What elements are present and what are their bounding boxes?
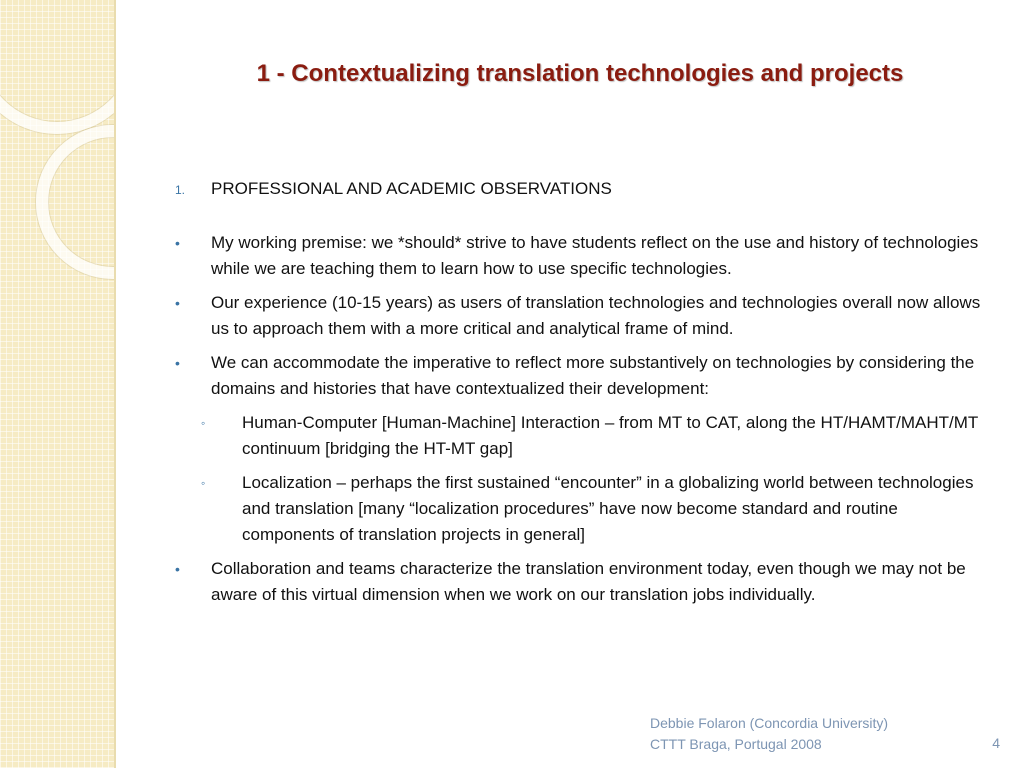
sub-bullet-item xyxy=(170,470,990,548)
bullet-text: Our experience (10-15 years) as users of translation technologies and technologies overall now allows us to approach them with a more critical and analytical frame of mind. xyxy=(211,293,981,338)
footer-author: Debbie Folaron (Concordia University) xyxy=(650,715,889,731)
side-band-edge xyxy=(114,0,116,768)
decorative-ring xyxy=(36,125,114,279)
footer-event: CTTT Braga, Portugal 2008 xyxy=(650,736,822,752)
bullet-text: We can accommodate the imperative to reflect more substantively on technologies by considering the domains and histories that have contextualized their development: xyxy=(211,353,975,398)
slide-content xyxy=(170,176,990,608)
numbered-item-text: PROFESSIONAL AND ACADEMIC OBSERVATIONS xyxy=(211,179,612,198)
bullet-text: Collaboration and teams characterize the translation environment today, even though we may not be aware of this virtual dimension when we work on our translation jobs individually. xyxy=(211,559,966,604)
slide-footer xyxy=(650,713,1010,755)
bullet-text: My working premise: we *should* strive to have students reflect on the use and history of technologies while we are teaching them to learn how to use specific technologies. xyxy=(211,233,979,278)
bullet-item xyxy=(170,290,990,342)
sub-bullet-item xyxy=(170,410,990,462)
numbered-item xyxy=(170,176,990,202)
decorative-side-band xyxy=(0,0,114,768)
bullet-icon: • xyxy=(175,561,180,577)
sub-bullet-icon: ◦ xyxy=(201,416,206,430)
slide-title: 1 - Contextualizing translation technologies and projects xyxy=(256,60,904,87)
bullet-item xyxy=(170,350,990,402)
bullet-icon: • xyxy=(175,295,180,311)
page-number: 4 xyxy=(992,735,1000,751)
bullet-icon: • xyxy=(175,355,180,371)
bullet-item xyxy=(170,556,990,608)
sub-bullet-text: Human-Computer [Human-Machine] Interaction – from MT to CAT, along the HT/HAMT/MAHT/MT continuum [bridging the HT-MT gap] xyxy=(242,413,978,458)
number-marker: 1. xyxy=(175,183,186,197)
bullet-icon: • xyxy=(175,235,180,251)
bullet-item xyxy=(170,230,990,282)
sub-bullet-text: Localization – perhaps the first sustained “encounter” in a globalizing world between technologies and translation [many “localization procedures” have now become standard and routine components of translation projects in general] xyxy=(242,473,974,544)
decorative-ring xyxy=(0,0,114,134)
sub-bullet-icon: ◦ xyxy=(201,476,206,490)
